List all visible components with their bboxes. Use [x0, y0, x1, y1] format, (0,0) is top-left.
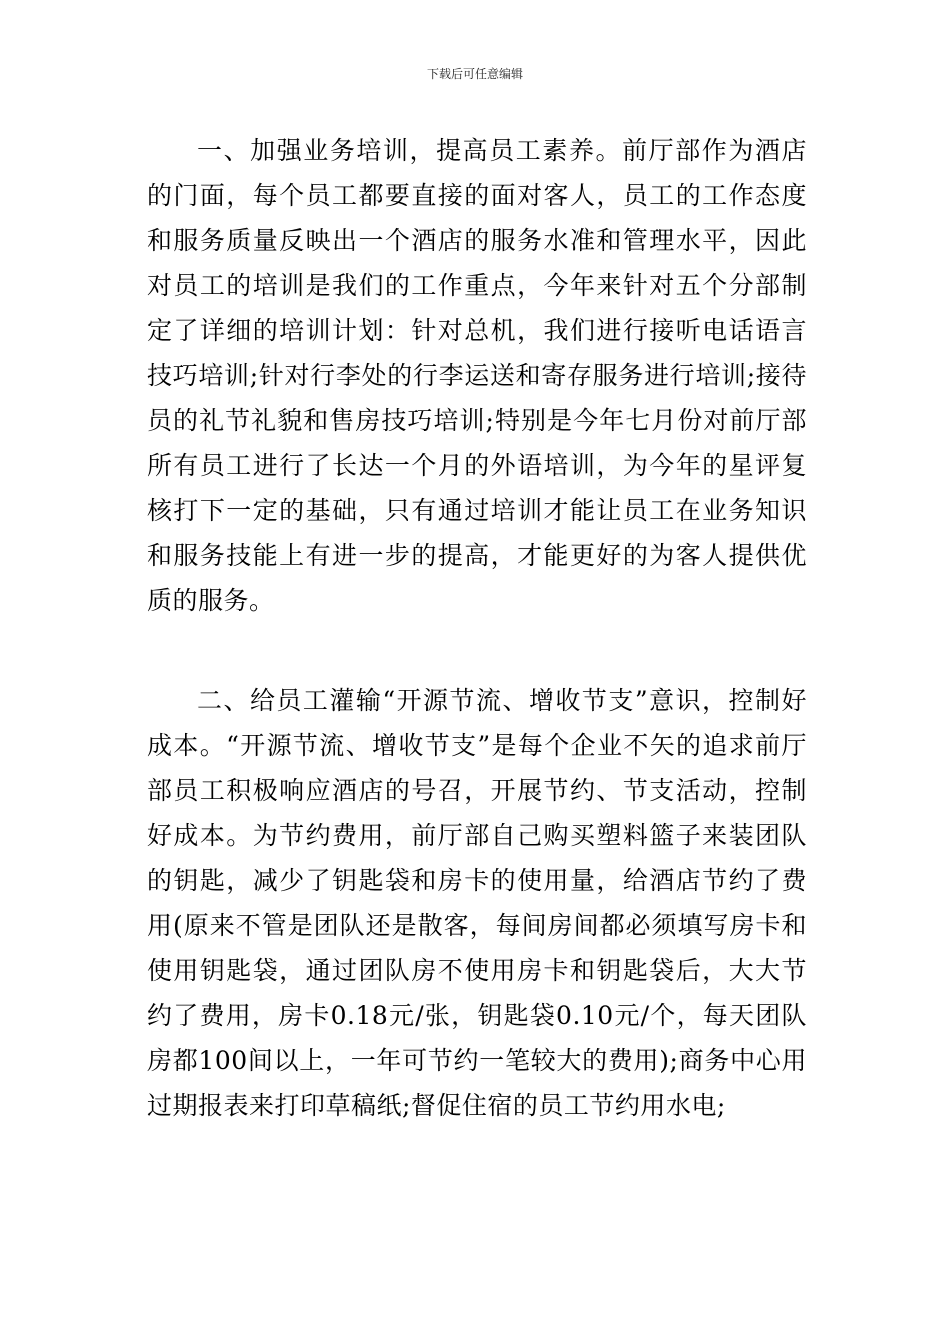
document-body [147, 128, 807, 1128]
paragraph-2: 二、给员工灌输“开源节流、增收节支”意识，控制好成本。“开源节流、增收节支”是每个企业不矢的追求前厅部员工积极响应酒店的号召，开展节约、节支活动，控制好成本。为节约费用，前厅部自己购买塑料篮子来装团队的钥匙，减少了钥匙袋和房卡的使用量，给酒店节约了费用(原来不管是团队还是散客，每间房间都必须填写房卡和使用钥匙袋，通过团队房不使用房卡和钥匙袋后，大大节约了费用，房卡0.18元/张，钥匙袋0.10元/个，每天团队房都100间以上，一年可节约一笔较大的费用);商务中心用过期报表来打印草稿纸;督促住宿的员工节约用水电; [147, 686, 807, 1120]
paragraph-spacer [147, 623, 807, 678]
page-header: 下载后可任意编辑 [426, 67, 523, 81]
paragraph-1: 一、加强业务培训，提高员工素养。前厅部作为酒店的门面，每个员工都要直接的面对客人，员工的工作态度和服务质量反映出一个酒店的服务水准和管理水平，因此对员工的培训是我们的工作重点，今年来针对五个分部制定了详细的培训计划：针对总机，我们进行接听电话语言技巧培训;针对行李处的行李运送和寄存服务进行培训;接待员的礼节礼貌和售房技巧培训;特别是今年七月份对前厅部所有员工进行了长达一个月的外语培训，为今年的星评复核打下一定的基础，只有通过培训才能让员工在业务知识和服务技能上有进一步的提高，才能更好的为客人提供优质的服务。 [147, 136, 807, 615]
